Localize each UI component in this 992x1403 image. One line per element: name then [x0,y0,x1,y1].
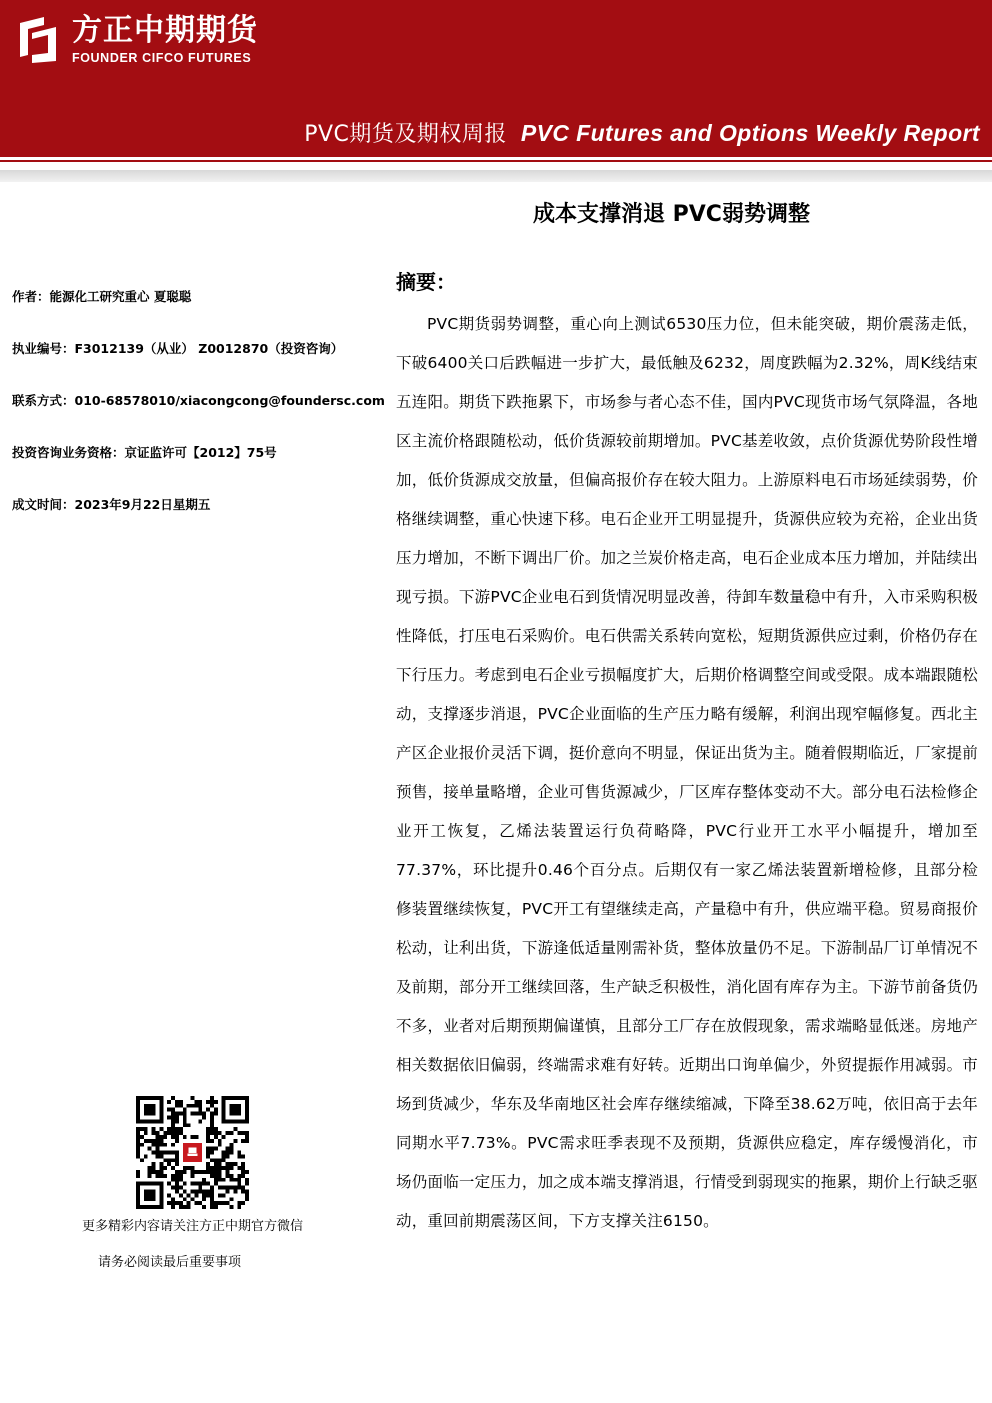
disclaimer-note: 请务必阅读最后重要事项 [98,1255,242,1270]
date-line: 成文时间：2023年9月22日星期五 [12,497,211,512]
author-info [12,289,385,549]
summary-text: PVC期货弱势调整，重心向上测试6530压力位，但未能突破，期价震荡走低，下破6400关口后跌幅进一步扩大，最低触及6232，周度跌幅为2.32%，周K线结束五连阳。期货下跌拖累下，市场参与者心态不佳，国内PVC现货市场气氛降温，各地区主流价格跟随松动，低价货源较前期增加。PVC基差收敛，点价货源优势阶段性增加，低价货源成交放量，但偏高报价存在较大阻力。上游原料电石市场延续弱势，价格继续调整，重心快速下移。电石企业开工明显提升，货源供应较为充裕，企业出货压力增加，不断下调出厂价。加之兰炭价格走高，电石企业成本压力增加，并陆续出现亏损。下游PVC企业电石到货情况明显改善，待卸车数量稳中有升，入市采购积极性降低，打压电石采购价。电石供需关系转向宽松，短期货源供应过剩，价格仍存在下行压力。考虑到电石企业亏损幅度扩大，后期价格调整空间或受限。成本端跟随松动，支撑逐步消退，PVC企业面临的生产压力略有缓解，利润出现窄幅修复。西北主产区企业报价灵活下调，挺价意向不明显，保证出货为主。随着假期临近，厂家提前预售，接单量略增，企业可售货源减少，厂区库存整体变动不大。部分电石法检修企业开工恢复，乙烯法装置运行负荷略降，PVC行业开工水平小幅提升，增加至77.37%，环比提升0.46个百分点。后期仅有一家乙烯法装置新增检修，且部分检修装置继续恢复，PVC开工有望继续走高，产量稳中有升，供应端平稳。贸易商报价松动，让利出货，下游逢低适量刚需补货，整体放量仍不足。下游制品厂订单情况不及前期，部分开工继续回落，生产缺乏积极性，消化固有库存为主。下游节前备货仍不多，业者对后期预期偏谨慎，且部分工厂存在放假现象，需求端略显低迷。房地产相关数据依旧偏弱，终端需求难有好转。近期出口询单偏少，外贸提振作用减弱。市场到货减少，华东及华南地区社会库存继续缩减，下降至38.62万吨，依旧高于去年同期水平7.73%。PVC需求旺季表现不及预期，货源供应稳定，库存缓慢消化，市场仍面临一定压力，加之成本端支撑消退，行情受到弱现实的拖累，期价上行缺乏驱动，重回前期震荡区间，下方支撑关注6150。 [396,315,978,1230]
founder-logo-icon [16,15,60,65]
logo-en-text: FOUNDER CIFCO FUTURES [72,51,252,65]
header-banner [0,0,992,157]
company-logo [16,14,258,66]
author-line: 作者：能源化工研究重心 夏聪聪 [12,289,192,304]
report-title-cn: PVC期货及期权周报 [304,122,507,147]
contact-line: 联系方式：010-68578010/xiacongcong@foundersc.com [12,393,385,408]
header-rule [0,160,992,162]
license-line: 执业编号：F3012139（从业） Z0012870（投资咨询） [12,341,344,356]
report-title [304,117,980,148]
summary-label: 摘要： [396,270,456,294]
qr-caption: 更多精彩内容请关注方正中期官方微信 [82,1219,304,1234]
report-title-en: PVC Futures and Options Weekly Report [520,120,980,146]
header-shadow-band [0,170,992,182]
report-headline: 成本支撑消退 PVC弱势调整 [533,202,810,227]
logo-cn-text: 方正中期期货 [72,13,258,48]
wechat-qr-code [136,1096,249,1209]
qualification-line: 投资咨询业务资格：京证监许可【2012】75号 [12,445,277,460]
